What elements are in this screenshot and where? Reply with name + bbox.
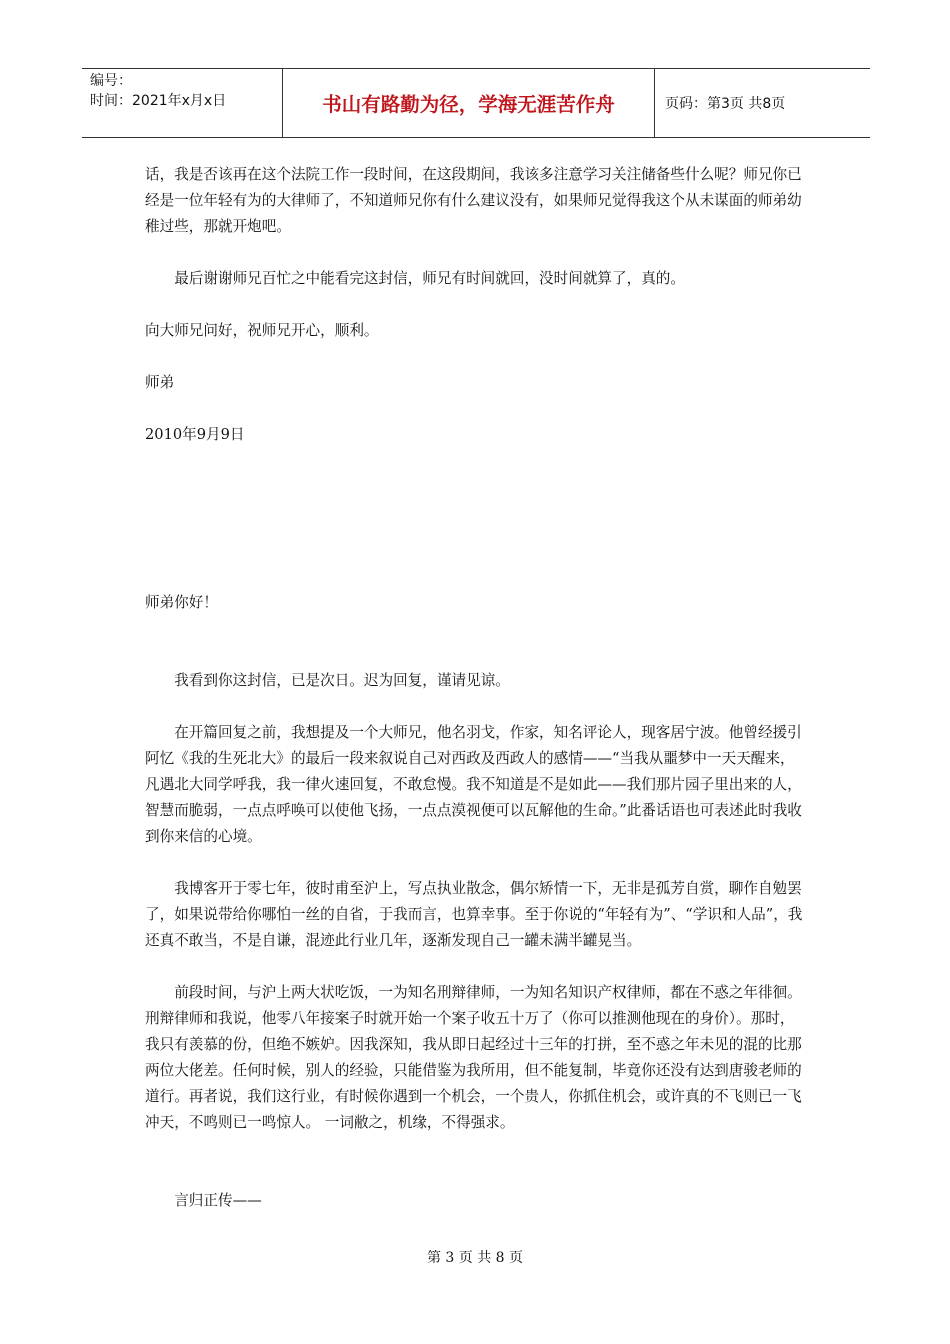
letter-body	[145, 162, 809, 1214]
paragraph-reply-intro: 我看到你这封信，已是次日。迟为回复，谨请见谅。	[174, 672, 510, 689]
header-meta	[82, 69, 283, 137]
header-motto: 书山有路勤为径，学海无涯苦作舟	[283, 69, 655, 137]
time-label: 时间：2021年x月x日	[90, 93, 227, 109]
paragraph-thanks: 最后谢谢师兄百忙之中能看完这封信，师兄有时间就回，没时间就算了，真的。	[174, 270, 685, 287]
paragraph-blog: 我博客开于零七年，彼时甫至沪上，写点执业散念，偶尔矫情一下，无非是孤芳自赏，聊作自勉罢了，如果说带给你哪怕一丝的自省，于我而言，也算幸事。至于你说的“年轻有为”、“学识和人品”，我还真不敢当，不是自谦，混迹此行业几年，逐渐发现自己一罐未满半罐晃当。	[145, 880, 803, 949]
paragraph-continuation: 话，我是否该再在这个法院工作一段时间，在这段期间，我该多注意学习关注储备些什么呢？师兄你已经是一位年轻有为的大律师了，不知道师兄你有什么建议没有，如果师兄觉得我这个从未谋面的师弟幼稚过些，那就开炮吧。	[145, 166, 802, 235]
paragraph-yuge: 在开篇回复之前，我想提及一个大师兄，他名羽戈，作家，知名评论人，现客居宁波。他曾经援引阿忆《我的生死北大》的最后一段来叙说自己对西政及西政人的感情——“当我从噩梦中一天天醒来，凡遇北大同学呼我，我一律火速回复，不敢怠慢。我不知道是不是如此——我们那片园子里出来的人，智慧而脆弱，一点点呼唤可以使他飞扬，一点点漠视便可以瓦解他的生命。”此番话语也可表述此时我收到你来信的心境。	[145, 724, 802, 845]
paragraph-greeting-wish: 向大师兄问好，祝师兄开心，顺利。	[145, 322, 379, 339]
paragraph-back-to-topic: 言归正传——	[174, 1192, 262, 1209]
signature: 师弟	[145, 374, 175, 391]
letter-date: 2010年9月9日	[145, 426, 245, 443]
page-header	[82, 68, 870, 138]
reply-salutation: 师弟你好！	[145, 594, 218, 611]
page-footer: 第 3 页 共 8 页	[426, 1250, 524, 1266]
code-label: 编号：	[90, 73, 132, 89]
header-page-info: 页码：第3页 共8页	[665, 96, 786, 112]
paragraph-lawyers: 前段时间，与沪上两大状吃饭，一为知名刑辩律师，一为知名知识产权律师，都在不惑之年徘徊。刑辩律师和我说，他零八年接案子时就开始一个案子收五十万了（你可以推测他现在的身价）。那时，我只有羡慕的份，但绝不嫉妒。因我深知，我从即日起经过十三年的打拼，至不惑之年未见的混的比那两位大佬差。任何时候，别人的经验，只能借鉴为我所用，但不能复制，毕竟你还没有达到唐骏老师的道行。再者说，我们这行业，有时候你遇到一个机会，一个贵人，你抓住机会，或许真的不飞则已一飞冲天，不鸣则已一鸣惊人。 一词敝之，机缘，不得强求。	[145, 984, 802, 1131]
